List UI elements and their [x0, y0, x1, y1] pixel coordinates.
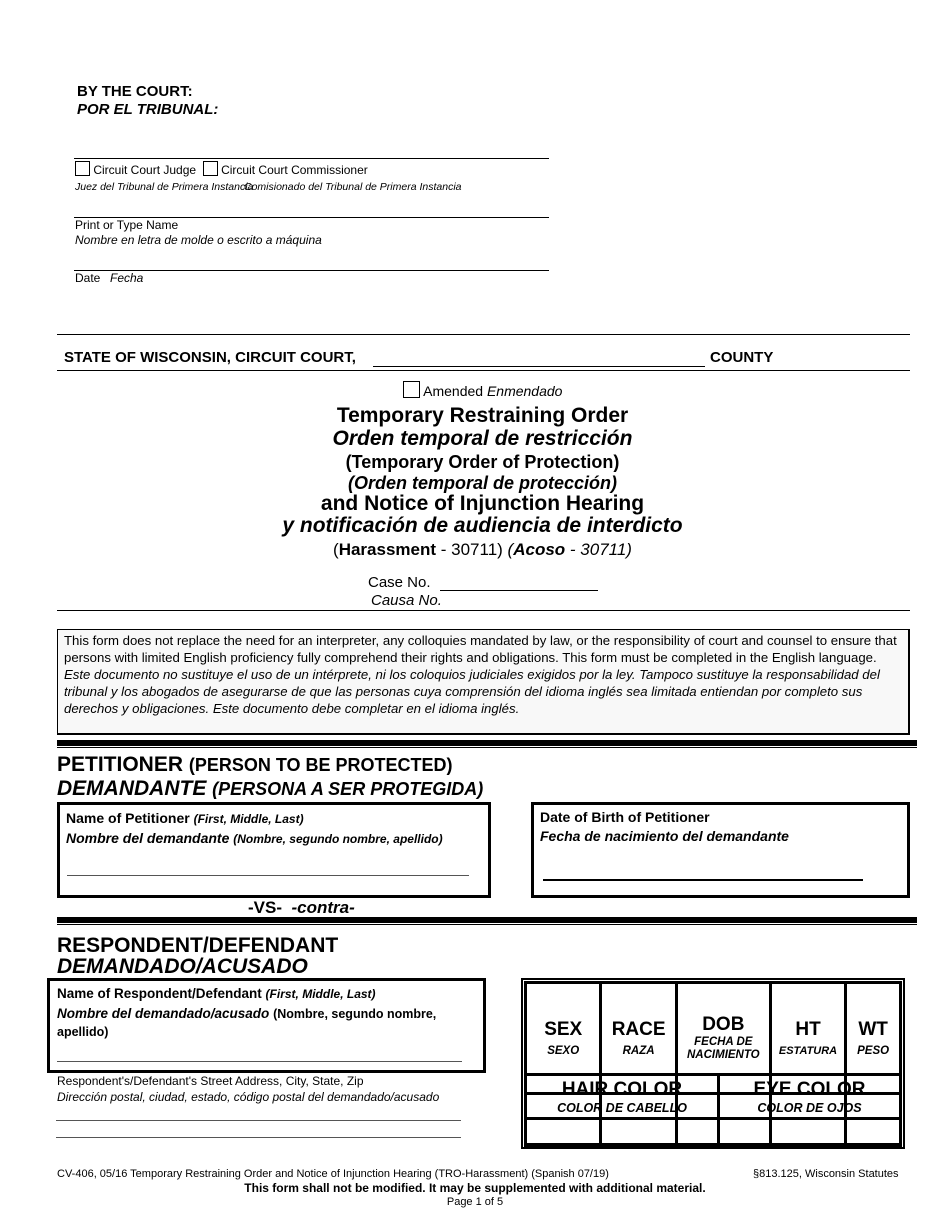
judge-label: Circuit Court Judge [93, 163, 197, 177]
notice-es: Este documento no sustituye el uso de un intérprete, ni los coloquios judiciales exigidos por la ley. Tampoco sustituye la responsabilidad del tribunal y los abogados de asegurarse de que las personas cuya comprensión del idioma inglés sea limitada entiendan por completo sus derechos y obligaciones. Este documento debe completar en el idioma inglés. [64, 667, 880, 716]
case-type-code: - 30711) [436, 540, 508, 559]
by-the-court-es: POR EL TRIBUNAL: [77, 101, 219, 118]
notice-en: This form does not replace the need for an interpreter, any colloquies mandated by law, or the responsibility of court and counsel to ensure that persons with limited English proficiency fully comprehend their rights and obligations. This form must be completed in the English language. [64, 633, 897, 665]
amended-checkbox[interactable] [403, 381, 420, 398]
date-label: Date [75, 271, 101, 285]
judge-es: Juez del Tribunal de Primera Instancia [75, 181, 254, 193]
case-no-label-es: Causa No. [371, 592, 442, 609]
respondent-heading-es: DEMANDADO/ACUSADO [57, 955, 308, 978]
county-label: COUNTY [710, 349, 774, 366]
sex-header: SEX SEXO [526, 983, 601, 1094]
case-no-line[interactable] [440, 590, 598, 591]
hair-color-cell[interactable] [526, 1119, 719, 1147]
respondent-name-label: Name of Respondent/Defendant (First, Middle, Last) [57, 986, 376, 1001]
title-line6: y notificación de audiencia de interdicto [282, 514, 683, 537]
respondent-address-line1[interactable] [56, 1120, 461, 1121]
case-no-label: Case No. [368, 574, 431, 591]
respondent-address-label-es: Dirección postal, ciudad, estado, código postal del demandado/acusado [57, 1090, 440, 1104]
respondent-heading: RESPONDENT/DEFENDANT [57, 934, 339, 957]
print-name-label-es: Nombre en letra de molde o escrito a máquina [75, 233, 322, 247]
amended-option[interactable] [403, 381, 562, 399]
petitioner-name-box[interactable] [57, 802, 491, 898]
respondent-name-line[interactable] [57, 1061, 462, 1062]
respondent-name-box[interactable] [47, 978, 486, 1073]
race-header: RACE RAZA [601, 983, 676, 1094]
eye-color-cell[interactable] [719, 1119, 901, 1147]
petitioner-top-bar [57, 740, 917, 746]
judge-checkbox[interactable] [75, 161, 90, 176]
case-type-acoso: Acoso [513, 540, 566, 559]
footer-notice: This form shall not be modified. It may be supplemented with additional material. [244, 1181, 706, 1195]
case-type: (Harassment - 30711) (Acoso - 30711) [333, 540, 632, 559]
amended-label-es: Enmendado [486, 383, 563, 399]
title-line5: and Notice of Injunction Hearing [320, 492, 645, 515]
page-number: Page 1 of 5 [446, 1196, 504, 1208]
petitioner-dob-box[interactable] [531, 802, 910, 898]
hair-color-header: HAIR COLOR COLOR DE CABELLO [526, 1075, 719, 1119]
petitioner-dob-label: Date of Birth of Petitioner [540, 809, 710, 825]
date-line[interactable] [74, 270, 549, 271]
respondent-name-label-es: Nombre del demandado/acusado (Nombre, segundo nombre, apellido) [57, 1006, 437, 1039]
petitioner-name-label: Name of Petitioner (First, Middle, Last) [66, 810, 304, 826]
date-label-es: Fecha [110, 271, 144, 285]
commissioner-checkbox[interactable] [203, 161, 218, 176]
respondent-top-bar [57, 917, 917, 923]
state-court-label: STATE OF WISCONSIN, CIRCUIT COURT, [64, 349, 356, 366]
by-the-court: BY THE COURT: [77, 83, 193, 100]
print-name-label: Print or Type Name [75, 218, 179, 232]
eye-color-header: EYE COLOR COLOR DE OJOS [719, 1075, 901, 1119]
respondent-address-label: Respondent's/Defendant's Street Address, City, State, Zip [57, 1074, 364, 1088]
title-line4: (Orden temporal de protección) [347, 473, 618, 493]
signature-line [74, 158, 549, 159]
petitioner-dob-line[interactable] [543, 879, 863, 881]
amended-label: Amended [423, 383, 484, 399]
caption-top-rule [57, 334, 910, 335]
form-id: CV-406, 05/16 Temporary Restraining Order and Notice of Injunction Hearing (TRO-Harassment) (Spanish 07/19) [57, 1168, 609, 1180]
commissioner-label: Circuit Court Commissioner [221, 163, 368, 177]
case-type-harassment: Harassment [338, 540, 437, 559]
petitioner-top-bar-thin [57, 747, 917, 748]
judge-option[interactable] [75, 161, 368, 177]
interpreter-notice [57, 629, 910, 735]
statute: §813.125, Wisconsin Statutes [753, 1168, 899, 1180]
dob-header: DOB FECHA DE NACIMIENTO [676, 983, 770, 1094]
caption-bottom-rule [57, 370, 910, 371]
physical-description-grid [521, 978, 905, 1149]
petitioner-dob-label-es: Fecha de nacimiento del demandante [540, 828, 789, 844]
case-type-code-es: - 30711) [565, 540, 632, 559]
title-line2: Orden temporal de restricción [332, 427, 633, 450]
respondent-top-bar-thin [57, 924, 917, 925]
petitioner-heading-es: DEMANDANTE (PERSONA A SER PROTEGIDA) [57, 777, 484, 800]
petitioner-heading: PETITIONER (PERSON TO BE PROTECTED) [57, 753, 453, 776]
ht-header: HT ESTATURA [770, 983, 845, 1094]
title-bottom-rule [57, 610, 910, 611]
title-line3: (Temporary Order of Protection) [345, 452, 620, 472]
county-line[interactable] [373, 366, 705, 367]
respondent-address-line2[interactable] [56, 1137, 461, 1138]
petitioner-name-label-es: Nombre del demandante (Nombre, segundo nombre, apellido) [66, 830, 443, 846]
versus: -VS- -contra- [248, 898, 355, 917]
commissioner-es: Comisionado del Tribunal de Primera Instancia [244, 181, 462, 193]
title-line1: Temporary Restraining Order [336, 404, 629, 427]
petitioner-name-line[interactable] [67, 875, 469, 876]
wt-header: WT PESO [846, 983, 901, 1094]
